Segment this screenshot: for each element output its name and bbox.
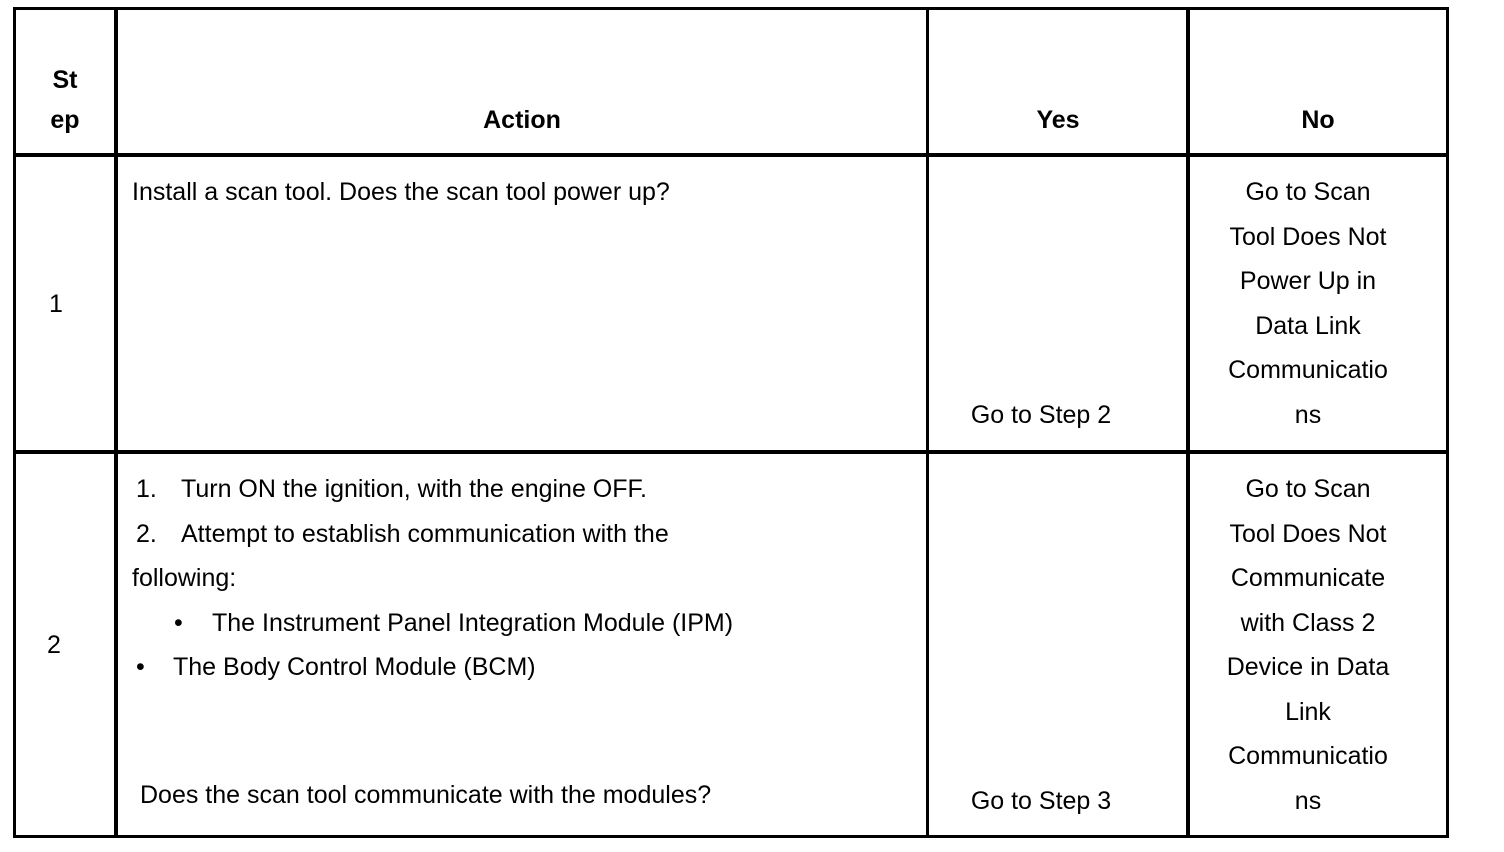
row-divider	[13, 450, 1449, 454]
row1-no-line: Data Link	[1255, 311, 1361, 340]
row2-item2-text: Attempt to establish communication with the	[181, 520, 669, 548]
row2-no-line: Device in Data	[1226, 653, 1390, 681]
row1-no-line: Go to Scan	[1245, 178, 1371, 206]
header-step-line1: St	[52, 66, 78, 94]
row1-action-question: Install a scan tool. Does the scan tool power up?	[132, 178, 670, 206]
bullet-icon: •	[136, 653, 145, 681]
row2-no-line: with Class 2	[1240, 608, 1376, 637]
row1-no-line: Tool Does Not	[1229, 222, 1387, 251]
row2-yes-link[interactable]: Go to Step 3	[970, 787, 1112, 815]
row2-item1-text: Turn ON the ignition, with the engine OFF.	[181, 475, 647, 503]
table-border-right	[1446, 7, 1449, 838]
row2-no-line: Communicatio	[1228, 742, 1388, 770]
header-action: Action	[483, 106, 561, 134]
row1-no-line: Power Up in	[1239, 267, 1377, 295]
bullet-icon: •	[174, 609, 183, 637]
table-border-top	[13, 7, 1449, 10]
header-no: No	[1301, 106, 1335, 134]
row2-no-line: Tool Does Not	[1229, 519, 1387, 548]
row2-step-number: 2	[47, 631, 61, 659]
row2-no-link[interactable]	[1190, 467, 1426, 823]
row2-item1-number: 1.	[136, 475, 157, 503]
row2-no-line: ns	[1294, 786, 1322, 815]
table-border-bottom	[13, 835, 1449, 838]
row2-no-line: Go to Scan	[1245, 475, 1371, 503]
row1-yes-link[interactable]: Go to Step 2	[970, 401, 1112, 429]
row2-action-question: Does the scan tool communicate with the modules?	[140, 781, 712, 809]
row2-bullet2-text: The Body Control Module (BCM)	[173, 653, 536, 681]
header-step-line2: ep	[50, 106, 80, 134]
header-yes: Yes	[1036, 106, 1080, 134]
row2-no-line: Link	[1285, 697, 1331, 726]
header-divider	[13, 153, 1449, 157]
row2-bullet1-text: The Instrument Panel Integration Module (IPM)	[212, 609, 734, 637]
row2-item2-continuation: following:	[132, 564, 237, 592]
row1-no-line: Communicatio	[1228, 356, 1388, 384]
row2-no-line: Communicate	[1230, 564, 1386, 592]
row1-no-link[interactable]	[1190, 170, 1426, 437]
row2-item2-number: 2.	[136, 520, 157, 548]
row1-no-line: ns	[1294, 400, 1322, 429]
row1-step-number: 1	[49, 290, 63, 318]
